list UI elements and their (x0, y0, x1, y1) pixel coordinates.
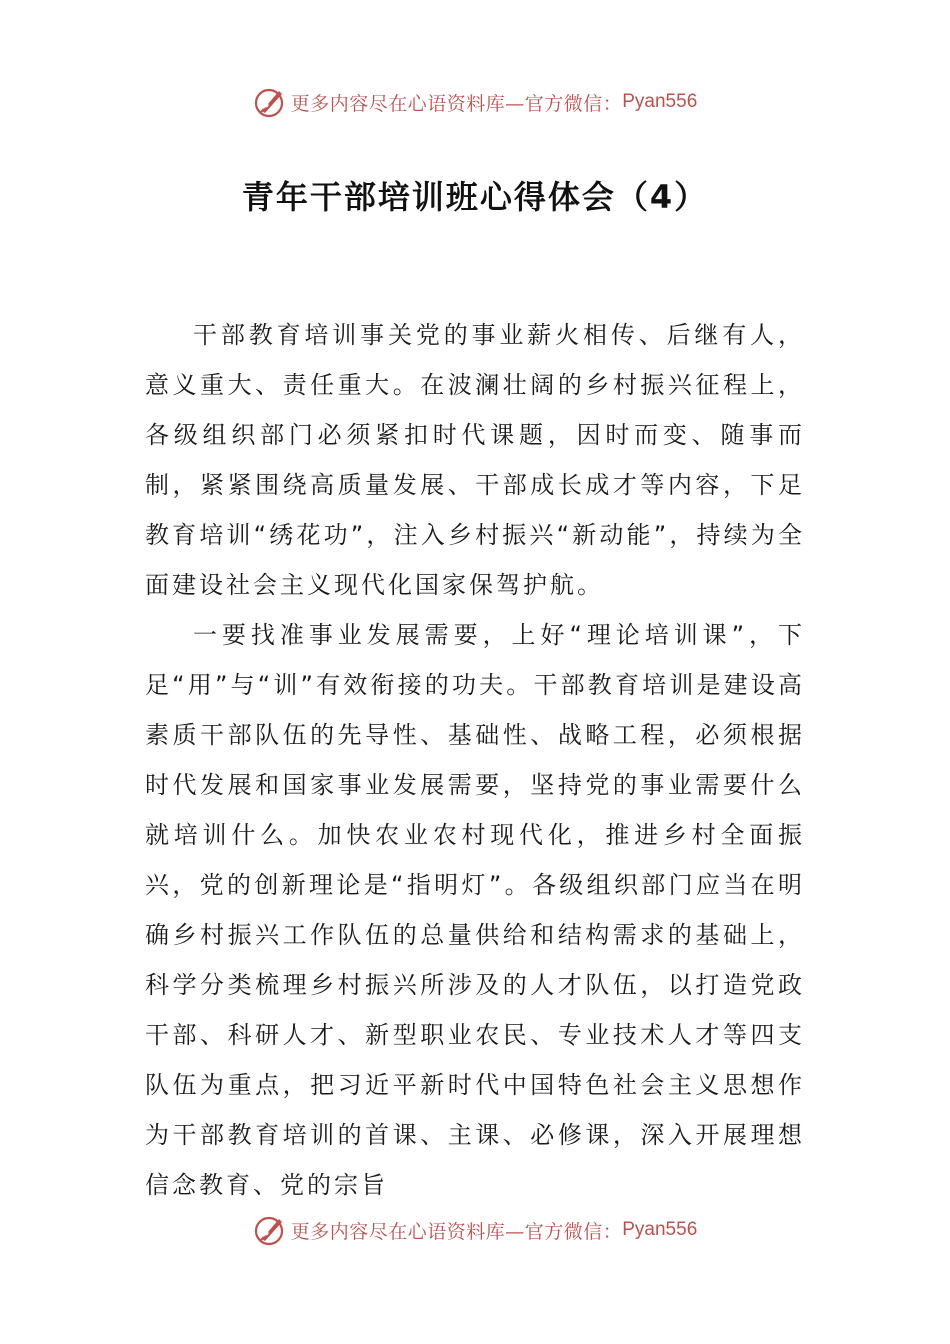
header-wechat-id: Pyan556 (622, 91, 698, 112)
paragraph: 干部教育培训事关党的事业薪火相传、后继有人，意义重大、责任重大。在波澜壮阔的乡村振兴征程上，各级组织部门必须紧扣时代课题，因时而变、随事而制，紧紧围绕高质量发展、干部成长成才等内容，下足教育培训“绣花功”，注入乡村振兴“新动能”，持续为全面建设社会主义现代化国家保驾护航。 (145, 321, 805, 599)
footer-banner (0, 1210, 950, 1250)
document-body (145, 310, 805, 1210)
footer-banner-text: 更多内容尽在心语资料库—官方微信： (290, 1220, 623, 1243)
document-title: 青年干部培训班心得体会（4） (241, 178, 709, 216)
quill-pen-logo-icon (253, 85, 287, 119)
header-banner (0, 82, 950, 122)
footer-wechat-id: Pyan556 (622, 1219, 698, 1240)
header-banner-text: 更多内容尽在心语资料库—官方微信： (290, 92, 623, 115)
quill-pen-logo-icon (253, 1213, 287, 1247)
paragraph: 一要找准事业发展需要，上好“理论培训课”，下足“用”与“训”有效衔接的功夫。干部教育培训是建设高素质干部队伍的先导性、基础性、战略工程，必须根据时代发展和国家事业发展需要，坚持党的事业需要什么就培训什么。加快农业农村现代化，推进乡村全面振兴，党的创新理论是“指明灯”。各级组织部门应当在明确乡村振兴工作队伍的总量供给和结构需求的基础上，科学分类梳理乡村振兴所涉及的人才队伍，以打造党政干部、科研人才、新型职业农民、专业技术人才等四支队伍为重点，把习近平新时代中国特色社会主义思想作为干部教育培训的首课、主课、必修课，深入开展理想信念教育、党的宗旨 (145, 621, 805, 1199)
